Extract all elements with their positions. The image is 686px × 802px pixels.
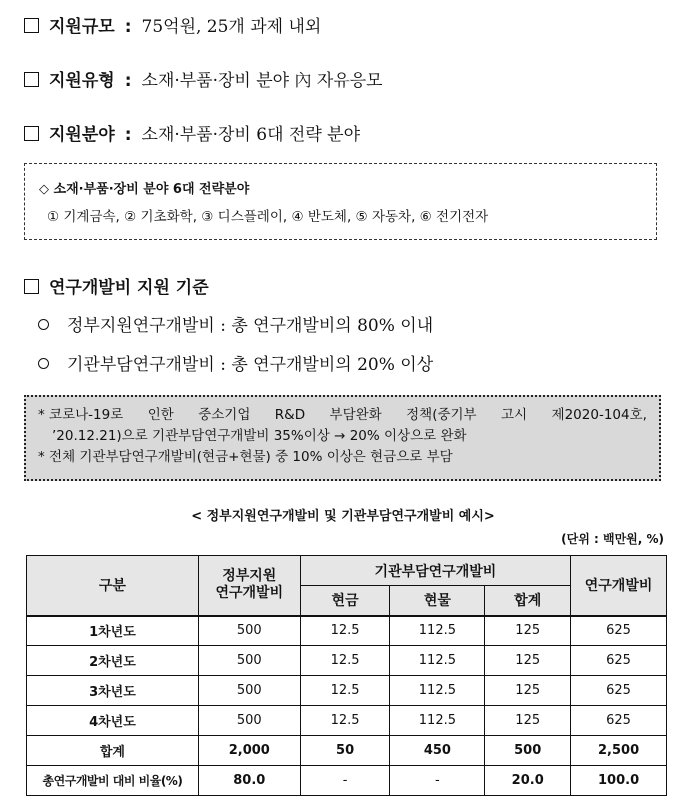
cell-total: 625 — [571, 706, 667, 736]
cell-total: 625 — [571, 676, 667, 706]
item-support-field — [24, 120, 360, 145]
cell-gov: 80.0 — [198, 766, 300, 796]
budget-table — [26, 555, 667, 796]
header-inkind: 현물 — [390, 586, 485, 616]
rd-section-title: 연구개발비 지원 기준 — [49, 278, 209, 298]
table-title: < 정부지원연구개발비 및 기관부담연구개발비 예시> — [191, 509, 495, 524]
cell-subtotal: 500 — [485, 736, 571, 766]
cell-inkind: 112.5 — [390, 616, 485, 646]
cell-inkind: - — [390, 766, 485, 796]
note-word: 중소기업 — [198, 407, 251, 423]
item-label: 지원규모 — [49, 17, 115, 37]
item-value: 소재·부품·장비 분야 內 자유응모 — [141, 71, 383, 91]
item-label: 지원분야 — [49, 125, 115, 145]
note-word: R&D — [274, 407, 306, 423]
note-line-1 — [38, 405, 647, 426]
rd-section-heading — [24, 273, 209, 298]
rd-point-text: 정부지원연구개발비 : 총 연구개발비의 80% 이내 — [67, 316, 434, 336]
cell-cash: 50 — [300, 736, 390, 766]
table-row — [27, 676, 667, 706]
cell-cash: 12.5 — [300, 706, 390, 736]
cell-gov: 500 — [198, 676, 300, 706]
cell-total: 2,500 — [571, 736, 667, 766]
row-label: 총연구개발비 대비 비율(%) — [27, 766, 199, 796]
square-bullet-icon — [24, 72, 39, 87]
circle-bullet-icon — [38, 358, 49, 369]
cell-subtotal: 125 — [485, 616, 571, 646]
note-word: * 코로나-19로 — [38, 407, 124, 423]
header-subtotal: 합계 — [485, 586, 571, 616]
cell-subtotal: 125 — [485, 706, 571, 736]
item-value: 소재·부품·장비 6대 전략 분야 — [141, 125, 360, 145]
sector-box-list: ① 기계금속, ② 기초화학, ③ 디스플레이, ④ 반도체, ⑤ 자동차, ⑥ 전기전자 — [47, 209, 489, 225]
rd-point-gov — [38, 311, 433, 336]
cell-total: 625 — [571, 616, 667, 646]
item-value: 75억원, 25개 과제 내외 — [141, 17, 322, 37]
notes-box — [24, 395, 661, 481]
note-line-2: ’20.12.21)으로 기관부담연구개발비 35%이상 → 20% 이상으로 완화 — [52, 428, 467, 444]
colon: : — [124, 71, 132, 91]
table-row-total — [27, 736, 667, 766]
note-word: 정책(중기부 — [406, 407, 477, 423]
cell-gov: 500 — [198, 646, 300, 676]
note-line-3: * 전체 기관부담연구개발비(현금+현물) 중 10% 이상은 현금으로 부담 — [38, 449, 453, 465]
cell-cash: 12.5 — [300, 676, 390, 706]
cell-subtotal: 20.0 — [485, 766, 571, 796]
square-bullet-icon — [24, 18, 39, 33]
table-row — [27, 646, 667, 676]
header-cash: 현금 — [300, 586, 390, 616]
note-word: 제2020-104호, — [551, 407, 647, 423]
cell-inkind: 112.5 — [390, 676, 485, 706]
cell-subtotal: 125 — [485, 646, 571, 676]
header-category: 구분 — [27, 556, 199, 616]
cell-gov: 500 — [198, 706, 300, 736]
table-row — [27, 616, 667, 646]
cell-total: 100.0 — [571, 766, 667, 796]
cell-cash: 12.5 — [300, 646, 390, 676]
square-bullet-icon — [24, 126, 39, 141]
note-word: 인한 — [147, 407, 174, 423]
row-label: 1차년도 — [27, 616, 199, 646]
cell-inkind: 112.5 — [390, 706, 485, 736]
colon: : — [124, 17, 132, 37]
rd-point-text: 기관부담연구개발비 : 총 연구개발비의 20% 이상 — [67, 355, 434, 375]
header-total: 연구개발비 — [571, 556, 667, 616]
note-word: 부담완화 — [329, 407, 382, 423]
cell-inkind: 112.5 — [390, 646, 485, 676]
square-bullet-icon — [24, 279, 39, 294]
table-row — [27, 706, 667, 736]
cell-cash: - — [300, 766, 390, 796]
sector-box-title: ◇ 소재·부품·장비 분야 6대 전략분야 — [39, 182, 250, 197]
item-label: 지원유형 — [49, 71, 115, 91]
table-unit: (단위 : 백만원, %) — [561, 532, 664, 546]
cell-gov: 500 — [198, 616, 300, 646]
cell-cash: 12.5 — [300, 616, 390, 646]
row-label: 4차년도 — [27, 706, 199, 736]
row-label: 3차년도 — [27, 676, 199, 706]
note-word: 고시 — [501, 407, 528, 423]
item-support-type — [24, 66, 383, 91]
table-row-ratio — [27, 766, 667, 796]
colon: : — [124, 125, 132, 145]
circle-bullet-icon — [38, 319, 49, 330]
cell-gov: 2,000 — [198, 736, 300, 766]
sector-box — [24, 163, 657, 240]
row-label: 2차년도 — [27, 646, 199, 676]
row-label: 합계 — [27, 736, 199, 766]
header-gov: 정부지원 연구개발비 — [198, 556, 300, 616]
cell-subtotal: 125 — [485, 676, 571, 706]
header-inst: 기관부담연구개발비 — [300, 556, 570, 586]
rd-point-inst — [38, 350, 433, 375]
cell-inkind: 450 — [390, 736, 485, 766]
cell-total: 625 — [571, 646, 667, 676]
item-support-scale — [24, 12, 321, 37]
